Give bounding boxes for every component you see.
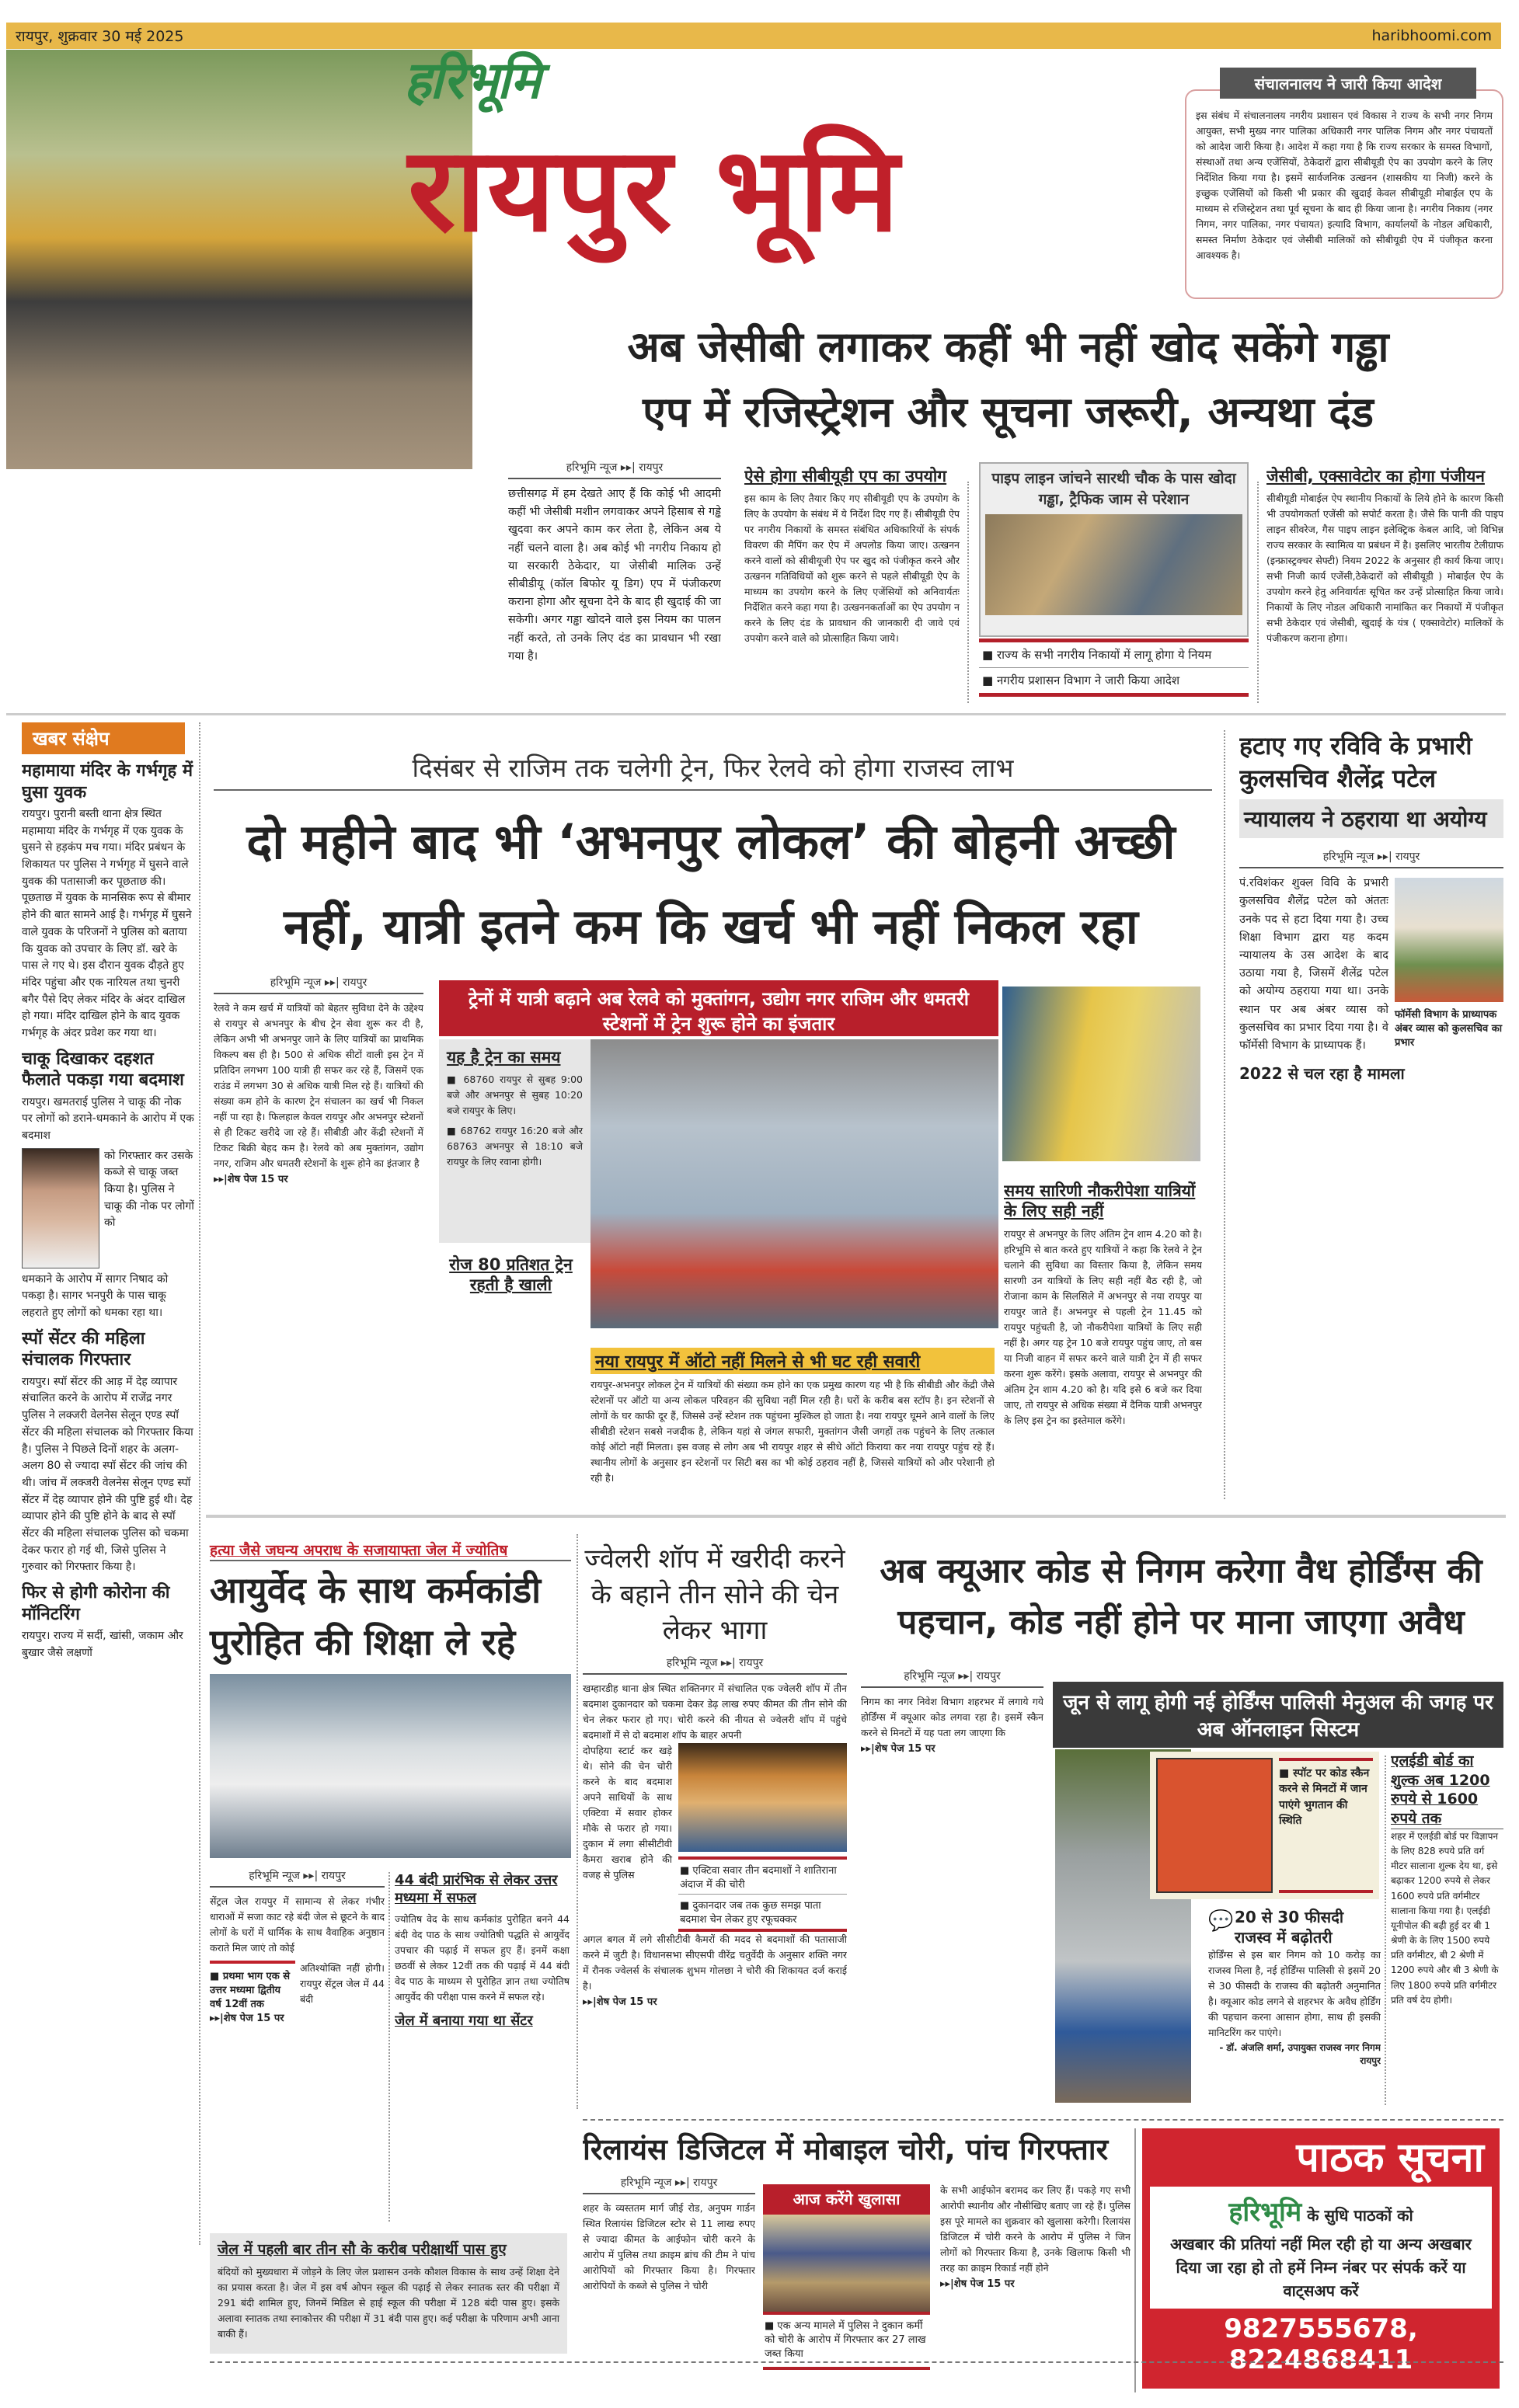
inset-note: ■ स्पॉट पर कोड स्कैन करने से मिनटों में जान पाएंगे भुगतान की स्थिति	[1279, 1758, 1373, 1893]
university-photo-block	[1395, 878, 1503, 1049]
timetable-body: रायपुर से अभनपुर के लिए अंतिम ट्रेन शाम 4.20 को है। हरिभूमि से बात करते हुए यात्रियों ने कहा कि रेलवे ने ट्रेन चलाने की सुविधा का विस्तार किया है, लेकिन समय सारणी उन यात्रियों के लिए सही नहीं बैठ रही है, जो रोजाना काम के सिलसिले में अभनपुर से नया रायपुर या रायपुर जाते हैं। अभनपुर से पहली ट्रेन 11.45 को रायपुर पहुंचती है, जो नौकरीपेशा यात्रियों के लिए सही नहीं है। अगर यह ट्रेन 10 बजे रायपुर पहुंच जाए, तो बस या निजी वाहन में सफर करने वाले यात्री ट्रेन में ही सफर करना शुरू करेंगे। इसके अलावा, रायपुर से अभनपुर की अंतिम ट्रेन शाम 4.20 को है। यदि इसे 6 बजे कर दिया जाए, तो रायपुर से अधिक संख्या में दैनिक यात्री अभनपुर के लिए इस ट्रेन का इस्तेमाल करेंगे।	[1004, 1227, 1202, 1426]
notice-title: पाठक सूचना	[1296, 2135, 1484, 2181]
box-note: ■ एक अन्य मामले में पुलिस ने दुकान कर्मी को चोरी के आरोप में गिरफ्तार कर 27 लाख जब्त किया	[763, 2312, 930, 2370]
reliance-story	[583, 2175, 755, 2396]
accused-photo	[22, 1148, 99, 1268]
reg-body: सीबीयूडी मोबाईल ऐप स्थानीय निकायों के लिये होने के कारण किसी भी उपयोगकर्ता एजेंसी को सपोर्ट करता है। जैसे कि पानी की पाइप लाइन सीवरेज, गैस पाइप लाइन इलेक्ट्रिक केबल आदि, जो विभिन्न राज्य सरकार के स्वामित्व या प्रबंधन में है। इसलिए भारतीय टेलीग्राफ (इन्फ्रास्ट्रक्चर सेफ्टी) नियम 2022 के अनुसार ही कार्य किया जाए। सभी निजी कार्य एजेंसी,ठेकेदारों को सीबीयूडी ) मोबाईल ऐप के उपयोग करने हेतु अनिवार्यतः सूचित कर उन्हें प्रोत्साहित किया जावे। निकायों के लिए नोडल अधिकारी नामांकित कर निकायों में पंजीकृत सभी ठेकेदार एवं जेसीबी, खुदाई के यंत्र ( एक्सावेटोर) मालिकों के पंजीकरण कराना होगा।	[1266, 492, 1503, 645]
brief-body: रायपुर। पुरानी बस्ती थाना क्षेत्र स्थित महामाया मंदिर के गर्भगृह में एक युवक के घुसने से हड़कंप मच गया। मंदिर प्रबंधन के शिकायत पर पुलिस ने गर्भगृह में घुसने वाले युवक की पतासाजी कर पूछताछ की। पूछताछ में युवक के मानसिक रूप से बीमार होने की बात सामने आई है। गर्भगृह में घुसने वाले युवक के परिजनों ने पुलिस को बताया कि युवक को उपचार के लिए डॉ. खरे के पास ले गए थे। इस दौरान युवक दौड़ते हुए मंदिर पहुंचा और एक नारियल तथा चुनरी बगैर पैसे दिए लेकर मंदिर के अंदर दाखिल हो गया। मंदिर दाखिल होने के बाद युवक गर्भगृह के अंदर प्रवेश कर गया था।	[22, 808, 192, 1039]
led-title: एलईडी बोर्ड का शुल्क अब 1200 रुपये से 1600 रुपये तक	[1391, 1752, 1503, 1829]
edition-title: रायपुर भूमि	[408, 123, 901, 258]
bullet-item: ■ एक्टिवा सवार तीन बदमाशों ने शातिराना अंदाज में की चोरी	[678, 1860, 847, 1895]
schedule-title: यह है ट्रेन का समय	[447, 1048, 561, 1067]
bullet-item: ■ नगरीय प्रशासन विभाग ने जारी किया आदेश	[982, 673, 1180, 687]
notice-text-2: अखबार की प्रतियां नहीं मिल रही हो या अन्य अखबार दिया जा रहा हो तो हमें निम्न नंबर पर संपर्क करें या वाट्सअप करें	[1170, 2235, 1472, 2301]
brand-logo: हरिभूमि	[404, 50, 540, 110]
photo-caption: फॉर्मेसी विभाग के प्राध्यापक अंबर व्यास को कुलसचिव का प्रभार	[1395, 1009, 1503, 1049]
led-body: शहर में एलईडी बोर्ड पर विज्ञापन के लिए 828 रुपये प्रति वर्ग मीटर सालाना शुल्क देय था, इसे बढ़ाकर 1200 रुपये से लेकर 1600 रुपये प्रति वर्गमीटर सालाना किया गया है। एलईडी यूनीपोल की बढ़ी हुई दर बी 1 श्रेणी के के लिए 1500 रुपये प्रति वर्गमीटर, बी 2 श्रेणी में 1200 रुपये और बी 3 श्रेणी के लिए 1800 रुपये प्रति वर्गमीटर प्रति वर्ष देय होगी।	[1391, 1830, 1499, 2006]
hoarding-policy-banner: जून से लागू होगी नई होर्डिंग्स पालिसी मेनुअल की जगह पर अब ऑनलाइन सिस्टम	[1053, 1682, 1503, 1748]
rail-headline	[210, 800, 1212, 969]
qr-headline	[859, 1546, 1503, 1648]
reg-title: जेसीबी, एक्सावेटोर का होगा पंजीयन	[1266, 467, 1485, 485]
byline: हरिभूमि न्यूज ▸▸| रायपुर	[583, 1655, 847, 1675]
empty-title: रोज 80 प्रतिशत ट्रेन रहती है खाली	[449, 1255, 573, 1295]
schedule-item: ■ 68760 रायपुर से सुबह 9:00 बजे और अभनपुर से सुबह 10:20 बजे रायपुर के लिए।	[447, 1074, 583, 1117]
byline: हरिभूमि न्यूज ▸▸| रायपुर	[508, 460, 721, 479]
press-conference-box	[763, 2184, 930, 2390]
jewelry-shop-photo	[678, 1743, 847, 1852]
rail-body: रेलवे ने कम खर्च में यात्रियों को बेहतर सुविधा देने के उद्देश्य से रायपुर से अभनपुर के बीच ट्रेन सेवा शुरू कर दी है, लेकिन अभी भी अभनपुर जाने के लिए यात्रियों का प्राथमिक विकल्प बस ही है। 500 से अधिक सीटों वाली इस ट्रेन में प्रतिदिन लगभग 100 यात्री ही सफर कर रहे हैं, जिसमें एक राउंड में लगभग 30 से अधिक यात्री मिल रहे हैं। यात्रियों की संख्या कम होने के कारण ट्रेन संचालन का खर्च भी निकल नहीं पा रहा है। फिलहाल केवल रायपुर और अभनपुर स्टेशनों से ही टिकट खरीदे जा रहे हैं। सीबीडी और केंद्री स्टेशनों में टिकट बिक्री बेहद कम है। रेलवे को अब मुक्तांगन, उद्योग नगर, राजिम और धमतरी स्टेशनों के शुरू होने का इंतजार है	[214, 1002, 423, 1169]
sub1-title: 44 बंदी प्रारंभिक से लेकर उत्तर मध्यमा में सफल	[395, 1872, 558, 1906]
auto-box	[591, 1348, 995, 1511]
jewel-headline: ज्वेलरी शॉप में खरीदी करने के बहाने तीन सोने की चेन लेकर भागा	[584, 1543, 845, 1646]
registration-box	[1266, 466, 1503, 707]
continued-marker: ▸▸|शेष पेज 15 पर	[583, 1996, 657, 2008]
news-briefs	[22, 722, 194, 2245]
newspaper-clipping	[979, 462, 1249, 637]
qr-inset-card	[1150, 1752, 1379, 1899]
usage-title: ऐसे होगा सीबीयूडी एप का उपयोग	[744, 467, 947, 485]
qr-headline-line-2: पहचान, कोड नहीं होने पर माना जाएगा अवैध	[897, 1602, 1465, 1642]
notice-text	[1150, 2187, 1492, 2309]
rail-headline-line-2: नहीं, यात्री इतने कम कि खर्च भी नहीं निकल रहा	[284, 897, 1138, 955]
jcb-excavation-photo	[6, 50, 472, 469]
rsu-subhead: न्यायालय ने ठहराया था अयोग्य	[1239, 799, 1503, 838]
auto-body: रायपुर-अभनपुर लोकल ट्रेन में यात्रियों की संख्या कम होने का एक प्रमुख कारण यह भी है कि सीबीडी और केंद्री जैसे स्टेशनों पर ऑटो या अन्य लोकल परिवहन की सुविधा नहीं मिल रही है। घरों के करीब बस स्टॉप है। इन स्टेशनों से लोगों के घर काफी दूर हैं, जिससे उन्हें स्टेशन तक पहुंचना मुश्किल हो जाता है। नया रायपुर घूमने आने वालों के लिए सीबीडी स्टेशन सबसे नजदीक है, लेकिन यहां से जंगल सफारी, मुक्तांगन जैसी जगहों तक पहुंचने के लिए तत्काल कोई ऑटो नहीं मिलता। इस वजह से लोग अब भी रायपुर शहर से सीधे ऑटो किराया कर नया रायपुर पहुंच रहे हैं। स्थानीय लोगों के अनुसार इन स्टेशनों पर सिटी बस का भी कोई ठहराव नहीं है, जिससे यात्रियों को और परेशानी हो रही है।	[591, 1379, 995, 1484]
brief-body: रायपुर। राज्य में सर्दी, खांसी, जकाम और बुखार जैसे लक्षणों	[22, 1630, 183, 1659]
brief-title: चाकू दिखाकर दहशत फैलाते पकड़ा गया बदमाश	[22, 1049, 184, 1091]
case-title: 2022 से चल रहा है मामला	[1239, 1064, 1405, 1084]
byline: हरिभूमि न्यूज ▸▸| रायपुर	[214, 975, 423, 994]
continued-marker: ▸▸|शेष पेज 15 पर	[214, 1174, 288, 1185]
sub1-body: ज्योतिष वेद के साथ कर्मकांड पुरोहित बनने 44 बंदी वेद पाठ के साथ ज्योतिषी पद्धति से आयुर्वेद उपचार की पढ़ाई में सफल हुए हैं। इनमें कक्षा छठवीं से लेकर 12वीं तक की पढ़ाई में 44 बंदी वेद पाठ के माध्यम से पुरोहित ज्ञान तथा ज्योतिष आयुर्वेद की परीक्षा पास करने में सफल रहे।	[395, 1913, 570, 2003]
lead-headline	[513, 315, 1503, 444]
timetable-title: समय सारिणी नौकरीपेशा यात्रियों के लिए सही नहीं	[1004, 1181, 1196, 1221]
reliance-headline: रिलायंस डिजिटल में मोबाइल चोरी, पांच गिरफ्तार	[583, 2132, 1109, 2166]
train-exterior-photo	[1002, 987, 1200, 1161]
qr-story	[861, 1669, 1043, 2111]
jail-headline: आयुर्वेद के साथ कर्मकांडी पुरोहित की शिक्षा ले रहे	[210, 1569, 542, 1663]
bullet-item: ■ राज्य के सभी नगरीय निकायों में लागू होगा ये नियम	[979, 642, 1249, 668]
byline: हरिभूमि न्यूज ▸▸| रायपुर	[861, 1669, 1043, 1688]
notice-phone-numbers: 9827555678, 8224868411	[1224, 2313, 1418, 2376]
auto-title: नया रायपुर में ऑटो नहीं मिलने से भी घट रही सवारी	[591, 1348, 995, 1374]
byline: हरिभूमि न्यूज ▸▸| रायपुर	[1239, 849, 1503, 868]
edition-date: रायपुर, शुक्रवार 30 मई 2025	[16, 28, 184, 45]
quote-body: होर्डिंग्स से इस बार निगम को 10 करोड़ का राजस्व मिला है, नई होर्डिंग्स पालिसी से इसमें 20 से 30 फीसदी के राजस्व की बढ़ोतरी अनुमानित है। क्यूआर कोड लगने से शहरभर के अवैध होर्डिंग की पहचान करना आसान होगा, साथ ही इसकी मानिटरिंग कर पाएंगे।	[1208, 1949, 1381, 2038]
usage-body: इस काम के लिए तैयार किए गए सीबीयूडी एप के उपयोग के लिए के उपयोग के संबंध में ये निर्देश दिए गए हैं। सीबीयूडी ऐप पर नगरीय निकायों के समस्त संबंधित अधिकारियों के संपर्क विवरण की मैपिंग कर ऐप में अपलोड किया जाए। उत्खनन करने वालों को सीबीयूजी ऐप पर खुद को पंजीकृत करने और उत्खनन गतिविधियों को शुरू करने से पहले सीबीयूडी ऐप के माध्यम का उपयोग करने के लिए एजेंसियों को अनिवार्यतः निर्देशित करने कहा गया है। उत्खननकर्ताओं का ऐप उपयोग न करने के लिए दंड के प्रावधान की जानकारी दी जावे एवं उपयोग करने वाले को प्रोत्साहित किया जाये।	[744, 492, 960, 645]
rsu-headline: हटाए गए रविवि के प्रभारी कुलसचिव शैलेंद्र पटेल	[1239, 731, 1472, 793]
sub2-title: जेल में बनाया गया था सेंटर	[395, 2013, 533, 2029]
jail-body: अतिश्योक्ति नहीं होगी। रायपुर सेंट्रल जेल में 44 बंदी	[300, 1962, 385, 2005]
police-press-photo	[763, 2215, 930, 2312]
speech-bubble-icon: 💬	[1208, 1909, 1234, 1933]
reliance-body: के सभी आईफोन बरामद कर लिए हैं। पकड़े गए सभी आरोपी स्थानीय और नौसीखिए बताए जा रहे हैं। पुलिस इस पूरे मामले का शुक्रवार को खुलासा करेगी। रिलायंस डिजिटल में चोरी करने के आरोप में पुलिस ने जिन लोगों को गिरफ्तार किया है, उनके खिलाफ किसी भी तरह का क्राइम रिकार्ड नहीं होने	[940, 2184, 1131, 2274]
quote-title: 💬 20 से 30 फीसदी राजस्व में बढ़ोतरी	[1208, 1908, 1343, 1947]
rail-headline-line-1: दो महीने बाद भी ‘अभनपुर लोकल’ की बोहनी अच्छी	[246, 813, 1176, 870]
reader-notice-ad	[1142, 2128, 1500, 2389]
university-photo	[1395, 878, 1503, 1002]
train-schedule	[439, 1039, 591, 1243]
rsu-body: पं.रविशंकर शुक्ल विवि के प्रभारी कुलसचिव शैलेंद्र पटेल को अंततः उनके पद से हटा दिया गया है। उच्च शिक्षा विभाग द्वारा यह कदम न्यायालय के उस आदेश के बाद उठाया गया है, जिसमें शैलेंद्र पटेल को अयोग्य ठहराया गया था। उनके स्थान पर अब अंबर व्यास को कुलसचिव का प्रभार दिया गया है। वे फॉर्मेसी विभाग के प्राध्यापक हैं।	[1239, 877, 1388, 1052]
byline: हरिभूमि न्यूज ▸▸| रायपुर	[210, 1868, 385, 1888]
reliance-body: शहर के व्यस्ततम मार्ग जीई रोड, अनुपम गार्डन स्थित रिलायंस डिजिटल स्टोर से 11 लाख रुपए से ज्यादा कीमत के आईफोन चोरी करने के आरोप में पुलिस तथा क्राइम ब्रांच की टीम ने पांच आरोपियों को गिरफ्तार किया है। गिरफ्तार आरोपियों के कब्जे से पुलिस ने चोरी	[583, 2202, 755, 2291]
bullet-item: ■ दुकानदार जब तक कुछ समझ पाता बदमाश चेन लेकर हुए रफूचक्कर	[680, 1899, 821, 1926]
timetable-box	[1004, 1181, 1202, 1511]
usage-box	[744, 466, 960, 705]
jail-kicker: हत्या जैसे जघन्य अपराध के सजायाफ्ता जेल में ज्योतिष	[210, 1540, 571, 1561]
jail-body: सेंट्रल जेल रायपुर में सामान्य से लेकर गंभीर धाराओं में सजा काट रहे बंदी जेल से छूटने के बाद लोगों के घरों में धार्मिक के साथ वैवाहिक अनुष्ठान कराते मिल जाएं तो कोई	[210, 1895, 385, 1954]
notice-brand: हरिभूमि	[1228, 2197, 1302, 2229]
lead-story	[508, 460, 721, 705]
jail-side-note: ■ प्रथमा भाग एक से उत्तर मध्यमा द्वितीय वर्ष 12वीं तक	[210, 1961, 295, 2010]
brief-title: महामाया मंदिर के गर्भगृह में घुसा युवक	[22, 761, 193, 802]
continued-marker: ▸▸|शेष पेज 15 पर	[861, 1743, 935, 1755]
lead-body: छत्तीसगढ़ में हम देखते आए हैं कि कोई भी आदमी कहीं भी जेसीबी मशीन लगवाकर अपने हिसाब से गड्ढे खुदवा कर अपने काम कर लेता है, लेकिन अब ये नहीं चलने वाला है। अब कोई भी नगरीय निकाय हो या सरकारी ठेकेदार, या जेसीबी मालिक उन्हें सीबीडीयू (कॉल बिफोर यू डिग) एप में पंजीकरण कराना होगा और सूचना देने के बाद ही खुदाई की जा सकेगी। अगर गड्ढा खोदने वाले इस नियम का पालन नहीं करते, तो उनके लिए दंड का प्रावधान भी रखा गया है।	[508, 488, 721, 663]
website-link[interactable]: haribhoomi.com	[1371, 27, 1492, 44]
briefs-tag: खबर संक्षेप	[22, 722, 185, 754]
rail-kicker: दिसंबर से राजिम तक चलेगी ट्रेन, फिर रेलवे को होगा राजस्व लाभ	[214, 750, 1212, 791]
continued-marker: ▸▸|शेष पेज 15 पर	[210, 2013, 284, 2024]
qr-headline-line-1: अब क्यूआर कोड से निगम करेगा वैध होर्डिंग्स की	[880, 1551, 1482, 1591]
brief-title: फिर से होगी कोरोना की मॉनिटरिंग	[22, 1583, 170, 1624]
jail-classroom-photo	[210, 1674, 571, 1858]
brief-body: रायपुर। खमतराई पुलिस ने चाकू की नोक पर लोगों को डराने-धमकाने के आरोप में एक बदमाश	[22, 1095, 194, 1142]
date-bar	[6, 23, 1501, 49]
clipping-photo	[985, 514, 1242, 615]
rail-story	[214, 975, 423, 1511]
jewel-story	[583, 1542, 847, 2113]
order-body: इस संबंध में संचालनालय नगरीय प्रशासन एवं विकास ने राज्य के सभी नगर निगम आयुक्त, सभी मुख्य नगर पालिका अधिकारी नगर पालिक निगम और नगर पंचायतों को आदेश जारी किया है। आदेश में कहा गया है कि राज्य सरकार के समस्त विभागों, संस्थाओं तथा अन्य एजेंसियों, ठेकेदारों द्वारा सीबीयूडी ऐप का उपयोग करने के लिए निर्देशित किया गया है। इसमें सार्वजनिक उत्खनन (शासकीय या निजी) करने के इच्छुक एजेंसियों को किसी भी प्रकार की खुदाई केवल सीबीयूडी मोबाईल एप के माध्यम से रजिस्ट्रेशन तथा पूर्व सूचना के बाद ही किया जाना है। नगरीय निकाय (नगर निगम, नगर पालिका, नगर पंचायत) इत्यादि विभाग, कार्यालयों के नोडल अधिकारी, समस्त निर्माण ठेकेदार एवं जेसीबी मालिकों को सीबीयूडी ऐप में पंजीकृत करना आवश्यक है।	[1196, 110, 1493, 261]
schedule-item: ■ 68762 रायपुर 16:20 बजे और 68763 अभनपुर से 18:10 बजे रायपुर के लिए रवाना होगी।	[447, 1125, 583, 1168]
brief-body: को गिरफ्तार कर उसके कब्जे से चाकू जब्त किया है। पुलिस ने चाकू की नोक पर लोगों को	[104, 1149, 194, 1230]
byline: हरिभूमि न्यूज ▸▸| रायपुर	[583, 2175, 755, 2194]
order-box	[1185, 89, 1503, 299]
empty-train-box	[439, 1254, 583, 1511]
box-title: आज करेंगे खुलासा	[763, 2184, 930, 2215]
jewel-body: दोपहिया स्टार्ट कर खड़े थे। सोने की चेन चोरी करने के बाद बदमाश अपने साथियों के साथ एक्टिवा में सवार होकर मौके से फरार हो गया। दुकान में लगा सीसीटीवी कैमरा खराब होने की वजह से पुलिस	[583, 1744, 672, 1881]
lead-headline-line-1: अब जेसीबी लगाकर कहीं भी नहीं खोद सकेंगे गड्ढा	[627, 322, 1389, 371]
box-title: जेल में पहली बार तीन सौ के करीब परीक्षार्थी पास हुए	[218, 2241, 507, 2258]
box-body: बंदियों को मुख्यधारा में जोड़ने के लिए जेल प्रशासन उनके कौशल विकास के साथ उन्हें शिक्षा देने का प्रयास करता है। जेल में इस वर्ष ओपन स्कूल की पढ़ाई से लेकर स्नातक स्तर की परीक्षा में 291 बंदी शामिल हुए, जिनमें मिडिल से हाई स्कूल की परीक्षा में 128 बंदी पास हुए। इसके अलावा स्नातक तथा स्नाकोत्तर की परीक्षा में 31 बंदी पास हुए। कई परीक्षा के परिणाम अभी आना बाकी हैं।	[218, 2265, 559, 2340]
train-interior-photo	[591, 1039, 998, 1328]
led-box	[1391, 1752, 1503, 2113]
jail-sidebar	[395, 1872, 570, 2225]
notice-text-1: के सुधि पाठकों को	[1307, 2206, 1413, 2225]
jail-results-box	[210, 2233, 567, 2354]
order-title: संचालनालय ने जारी किया आदेश	[1220, 68, 1476, 99]
jail-top	[210, 1540, 571, 1858]
jewel-body: खम्हारडीह थाना क्षेत्र स्थित शक्तिनगर में संचालित एक ज्वेलरी शॉप में तीन बदमाश दुकानदार को चकमा देकर डेढ़ लाख रुपए कीमत की तीन सोने की चेन लेकर फरार हो गए। चोरी करने की नीयत से ज्वेलरी शॉप में पहुंचे बदमाशों में से दो बदमाश शॉप के बाहर अपनी	[583, 1682, 847, 1741]
rsu-story	[1239, 730, 1503, 1507]
continued-marker: ▸▸|शेष पेज 15 पर	[940, 2278, 1015, 2290]
qr-code-board-image	[1156, 1758, 1273, 1893]
quote-author: - डॉ. अंजलि शर्मा, उपायुक्त राजस्व नगर निगम रायपुर	[1219, 2042, 1381, 2066]
brief-body: रायपुर। स्पॉ सेंटर की आड़ में देह व्यापार संचालित करने के आरोप में राजेंद्र नगर पुलिस ने लक्जरी वेलनेस सेलून एण्ड स्पॉ सेंटर की महिला संचालक को गिरफ्तार किया है। पुलिस ने पिछले दिनों शहर के अलग-अलग 80 से ज्यादा स्पॉ सेंटर की जांच की थी। जांच में लक्जरी वेलनेस सेलून एण्ड स्पॉ सेंटर में देह व्यापार होने की पुष्टि हुई थी। देह व्यापार होने की पुष्टि होने के बाद से स्पॉ सेंटर की महिला संचालक पुलिस को चकमा देकर फरार हो गई थी, जिसे पुलिस ने गुरुवार को गिरफ्तार किया है।	[22, 1375, 193, 1574]
jail-story	[210, 1868, 385, 2225]
clip-headline: पाइप लाइन जांचने सारथी चौक के पास खोदा गड्ढा, ट्रैफिक जाम से परेशान	[991, 470, 1236, 508]
brief-body: धमकाने के आरोप में सागर निषाद को पकड़ा है। सागर भनपुरी के पास चाकू लहराते हुए लोगों को धमका रहा था।	[22, 1272, 169, 1320]
lead-headline-line-2: एप में रजिस्ट्रेशन और सूचना जरूरी, अन्यथा दंड	[643, 387, 1374, 437]
brief-title: स्पॉ सेंटर की महिला संचालक गिरफ्तार	[22, 1328, 145, 1370]
rail-banner: ट्रेनों में यात्री बढ़ाने अब रेलवे को मुक्तांगन, उद्योग नगर राजिम और धमतरी स्टेशनों में ट्रेन शुरू होने का इंजतार	[439, 980, 998, 1036]
jewel-body: अगल बगल में लगे सीसीटीवी कैमरों की मदद से बदमाशों की पतासाजी करने में जुटी है। विधानसभा सीएसपी वीरेंद्र चतुर्वेदी के अनुसार शक्ति नगर में रौनक ज्वेलर्स के संचालक शुभम गोलछा ने चोरी की शिकायत दर्ज कराई है।	[583, 1933, 847, 1992]
qr-body: निगम का नगर निवेश विभाग शहरभर में लगाये गये होर्डिंग्स में क्यूआर कोड लगवा रहा है। इसमें स्कैन करने से मिनटों में यह पता लग जाएगा कि	[861, 1696, 1043, 1738]
official-quote	[1208, 1907, 1381, 2113]
lead-bullets	[979, 639, 1249, 697]
